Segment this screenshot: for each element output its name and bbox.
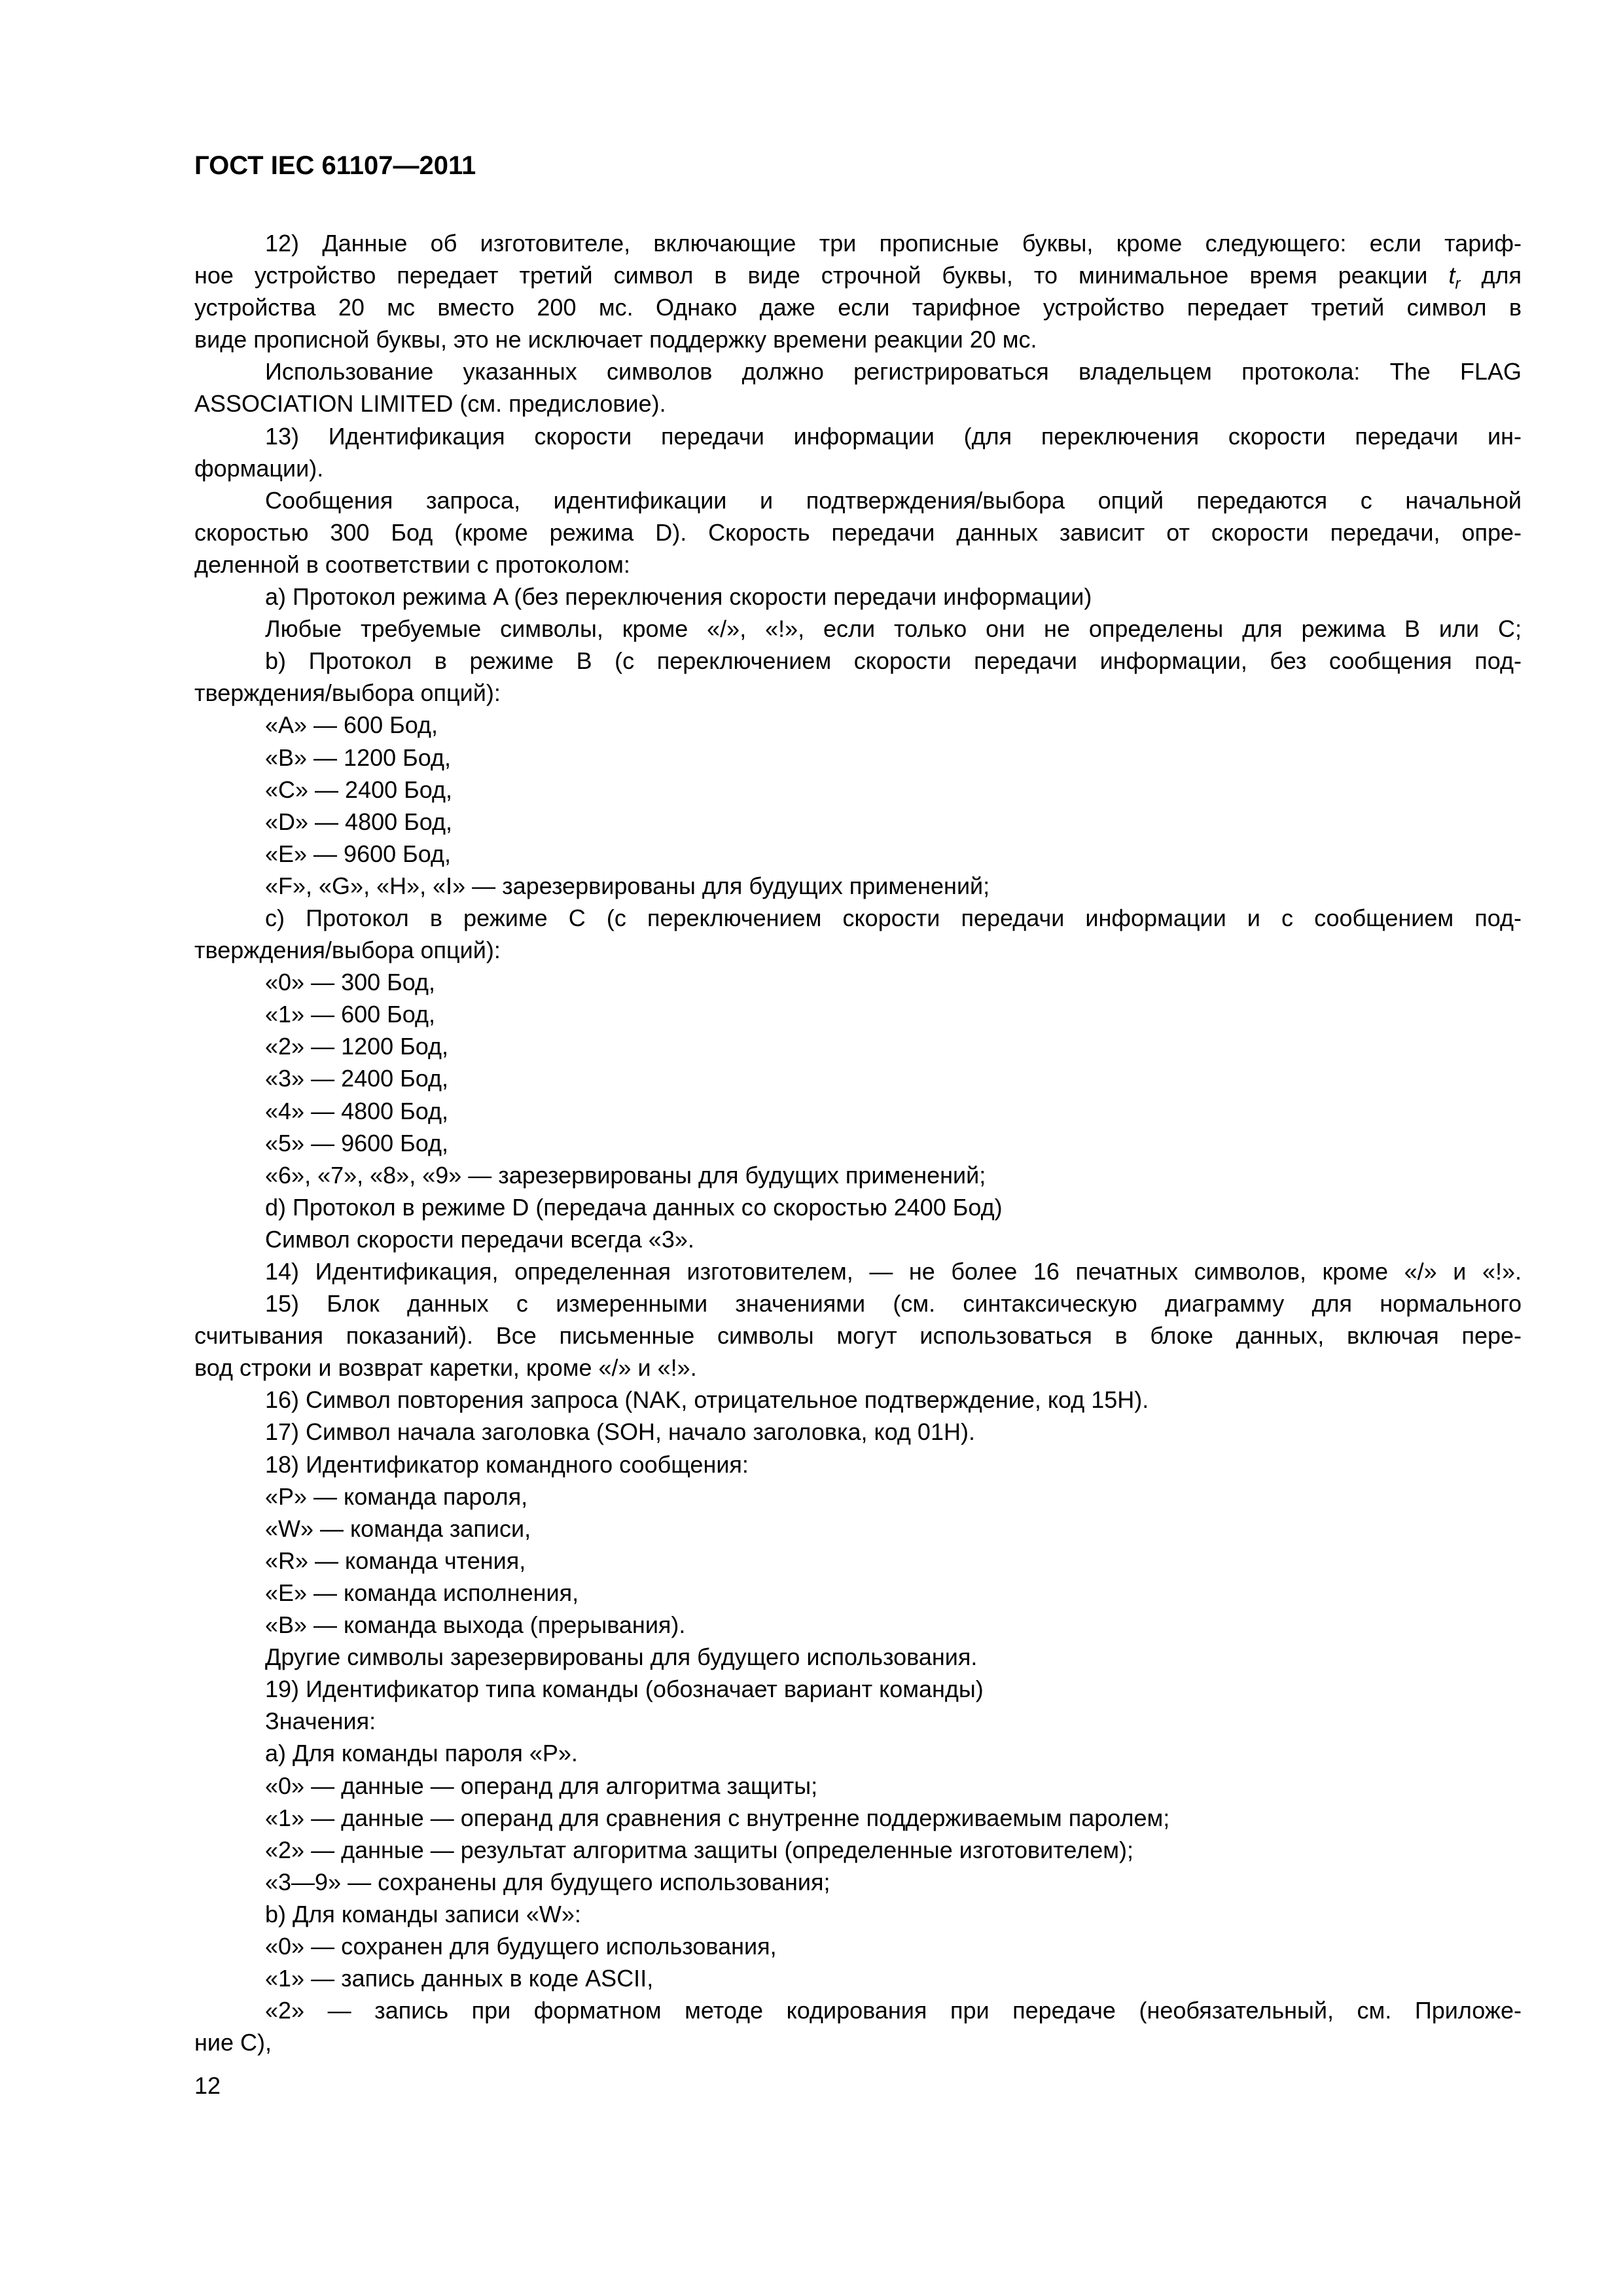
text-line: d) Протокол в режиме D (передача данных со скоростью 2400 Бод): [265, 1193, 1003, 1221]
text-line: 18) Идентификатор командного сообщения:: [265, 1450, 749, 1478]
text-line: 16) Символ повторения запроса (NAK, отрицательное подтверждение, код 15H).: [265, 1386, 1149, 1414]
text-line: «4» — 4800 Бод,: [265, 1097, 449, 1124]
text-line: считывания показаний). Все письменные символы могут использоваться в блоке данных, включая пере-: [194, 1322, 1522, 1350]
text-line: b) Для команды записи «W»:: [265, 1900, 581, 1928]
text-line: «1» — данные — операнд для сравнения с внутренне поддерживаемым паролем;: [265, 1804, 1170, 1831]
text-line: 15) Блок данных с измеренными значениями (см. синтаксическую диаграмму для нормального: [265, 1290, 1522, 1318]
text-line: «6», «7», «8», «9» — зарезервированы для будущих применений;: [265, 1161, 986, 1189]
text-line: «3—9» — сохранены для будущего использования;: [265, 1868, 830, 1895]
text-line: 17) Символ начала заголовка (SOH, начало заголовка, код 01H).: [265, 1418, 975, 1446]
text-line: вод строки и возврат каретки, кроме «/» и «!».: [194, 1354, 697, 1382]
text-line: [194, 259, 1522, 291]
text-line: «E» — команда исполнения,: [265, 1579, 579, 1606]
text-line: «2» — данные — результат алгоритма защиты (определенные изготовителем);: [265, 1836, 1133, 1863]
text-line: 12) Данные об изготовителе, включающие три прописные буквы, кроме следующего: если тариф-: [265, 230, 1522, 257]
text-line: «R» — команда чтения,: [265, 1547, 526, 1574]
text-line: «1» — запись данных в коде ASCII,: [265, 1965, 654, 1992]
text-line: b) Протокол в режиме B (с переключением скорости передачи информации, без сообщения под-: [265, 647, 1522, 675]
document-header: ГОСТ IEC 61107—2011: [194, 151, 476, 180]
text-line: деленной в соответствии с протоколом:: [194, 550, 630, 578]
text-line: «2» — запись при форматном методе кодирования при передаче (необязательный, см. Приложе-: [265, 1997, 1522, 2024]
text-line: «0» — 300 Бод,: [265, 969, 435, 996]
text-line: 13) Идентификация скорости передачи информации (для переключения скорости передачи ин-: [265, 422, 1522, 450]
text-line: c) Протокол в режиме C (с переключением скорости передачи информации и с сообщением под-: [265, 904, 1522, 931]
text-line: «1» — 600 Бод,: [265, 1001, 435, 1028]
text-line: «F», «G», «H», «I» — зарезервированы для будущих применений;: [265, 872, 990, 899]
text-line: a) Для команды пароля «P».: [265, 1740, 578, 1767]
text-line: устройства 20 мс вместо 200 мс. Однако даже если тарифное устройство передает третий символ в: [194, 294, 1522, 321]
text-line: Использование указанных символов должно регистрироваться владельцем протокола: The FLAG: [265, 358, 1522, 386]
text-line: Другие символы зарезервированы для будущего использования.: [265, 1643, 978, 1671]
text-line: a) Протокол режима A (без переключения скорости передачи информации): [265, 583, 1092, 611]
text-line: «5» — 9600 Бод,: [265, 1129, 449, 1157]
document-body: [194, 227, 1522, 2058]
text-line: «A» — 600 Бод,: [265, 711, 438, 739]
text-line: «B» — 1200 Бод,: [265, 744, 452, 771]
text-line: Сообщения запроса, идентификации и подтверждения/выбора опций передаются с начальной: [265, 486, 1522, 514]
text-line: Символ скорости передачи всегда «3».: [265, 1225, 694, 1253]
text-line: «C» — 2400 Бод,: [265, 776, 452, 803]
page-number: 12: [194, 2072, 221, 2099]
text-line: «2» — 1200 Бод,: [265, 1033, 449, 1060]
text-line: ASSOCIATION LIMITED (см. предисловие).: [194, 390, 666, 418]
text-span: ное устройство передает третий символ в виде строчной буквы, то минимальное время реакции: [194, 262, 1428, 289]
text-line: «3» — 2400 Бод,: [265, 1065, 449, 1092]
text-line: ние C),: [194, 2029, 272, 2056]
text-line: «0» — данные — операнд для алгоритма защиты;: [265, 1772, 818, 1799]
text-line: формации).: [194, 454, 324, 482]
text-line: «D» — 4800 Бод,: [265, 808, 452, 835]
text-line: Любые требуемые символы, кроме «/», «!», если только они не определены для режима B или C;: [265, 615, 1522, 643]
text-line: тверждения/выбора опций):: [194, 679, 501, 707]
reaction-time-subscript: r: [1455, 275, 1461, 293]
text-line: 14) Идентификация, определенная изготовителем, — не более 16 печатных символов, кроме «/» и «!».: [265, 1258, 1522, 1285]
text-line: «E» — 9600 Бод,: [265, 840, 452, 867]
reaction-time-symbol: t: [1448, 262, 1455, 289]
text-line: «W» — команда записи,: [265, 1515, 531, 1542]
text-line: тверждения/выбора опций):: [194, 937, 501, 964]
text-line: «0» — сохранен для будущего использования,: [265, 1932, 777, 1960]
text-line: «P» — команда пароля,: [265, 1482, 528, 1510]
text-line: «B» — команда выхода (прерывания).: [265, 1611, 686, 1639]
text-line: 19) Идентификатор типа команды (обозначает вариант команды): [265, 1676, 984, 1703]
text-line: скоростью 300 Бод (кроме режима D). Скорость передачи данных зависит от скорости передачи, опре-: [194, 518, 1522, 546]
text-line: Значения:: [265, 1708, 376, 1735]
text-line: виде прописной буквы, это не исключает поддержку времени реакции 20 мс.: [194, 326, 1037, 353]
text-span: для: [1481, 262, 1522, 289]
